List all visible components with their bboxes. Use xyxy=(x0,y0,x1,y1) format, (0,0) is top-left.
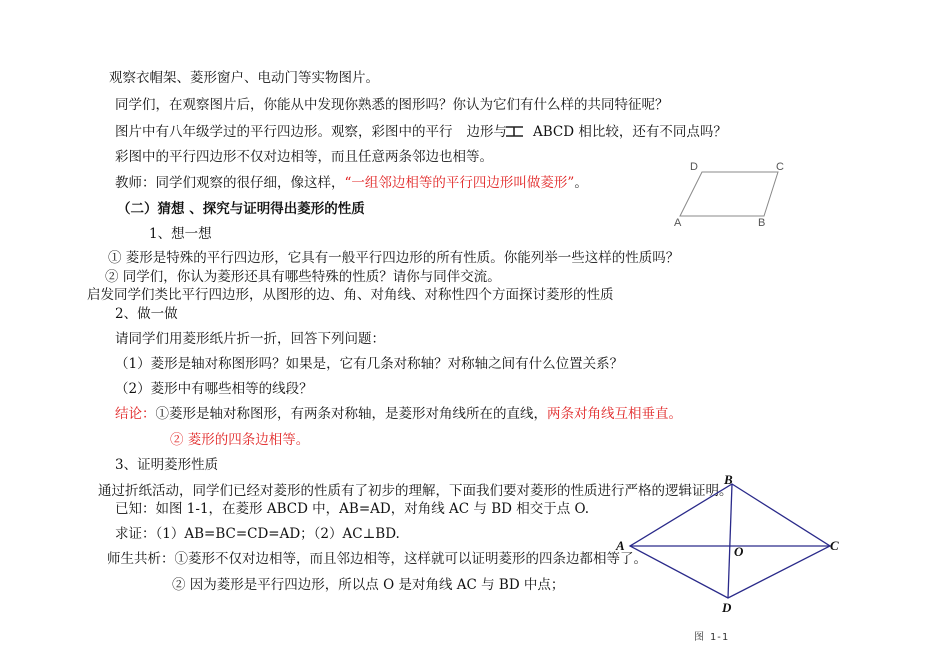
conclusion-text: ①菱形是轴对称图形，有两条对称轴，是菱形对角线所在的直线， xyxy=(155,406,547,422)
conclusion-perpendicular: 两条对角线互相垂直。 xyxy=(547,406,682,422)
vertex-label-b: B xyxy=(758,217,766,229)
conclusion-label: 结论： xyxy=(115,406,156,422)
line-think-1: ① 菱形是特殊的平行四边形，它具有一般平行四边形的所有性质。你能列举一些这样的性质吗？ xyxy=(108,250,680,266)
parallelogram-figure xyxy=(672,158,802,228)
line-question-features: 同学们，在观察图片后，你能从中发现你熟悉的图形吗？你认为它们有什么样的共同特征呢？ xyxy=(115,97,669,113)
line-question-1: （1）菱形是轴对称图形吗？如果是，它有几条对称轴？对称轴之间有什么位置关系？ xyxy=(115,356,624,372)
line-compare xyxy=(115,123,727,141)
section-heading: （二）猜想 、探究与证明得出菱形的性质 xyxy=(117,201,365,217)
vertex-label-c: C xyxy=(776,161,784,173)
line-analysis-1: 师生共析：①菱形不仅对边相等，而且邻边相等，这样就可以证明菱形的四条边都相等了。 xyxy=(107,551,647,567)
rhombus-definition: “一组邻边相等的平行四边形叫做菱形” xyxy=(344,175,575,191)
rhombus-label-c: C xyxy=(830,538,839,553)
subheading-think: 1、想一想 xyxy=(149,226,212,242)
line-compare-part3: ABCD 相比较，还有不同点吗？ xyxy=(533,124,727,140)
line-compare-part2: 边形与 xyxy=(466,124,507,140)
figure-caption: 图 1-1 xyxy=(694,632,729,643)
rhombus-figure xyxy=(612,472,852,642)
line-question-2: （2）菱形中有哪些相等的线段？ xyxy=(115,381,313,397)
line-compare-part1: 图片中有八年级学过的平行四边形。观察，彩图中的平行 xyxy=(115,124,453,140)
line-fold-paper: 请同学们用菱形纸片折一折，回答下列问题： xyxy=(115,331,385,347)
rhombus-label-d: D xyxy=(722,600,732,615)
rhombus-label-b: B xyxy=(724,472,733,487)
rhombus-label-a: A xyxy=(616,538,625,553)
line-analysis-2: ② 因为菱形是平行四边形，所以点 O 是对角线 AC 与 BD 中点； xyxy=(172,577,565,593)
line-prove: 求证：（1）AB=BC=CD=AD；（2）AC⊥BD. xyxy=(115,526,400,542)
diagonal-bd xyxy=(728,484,732,598)
line-four-sides: ② 菱形的四条边相等。 xyxy=(170,432,310,448)
line-definition xyxy=(115,174,588,192)
line-adjacent-equal: 彩图中的平行四边形不仅对边相等，而且任意两条邻边也相等。 xyxy=(115,149,493,165)
line-observe: 观察衣帽架、菱形窗户、电动门等实物图片。 xyxy=(109,70,379,86)
glyph-artifact xyxy=(503,124,527,138)
line-inspire: 启发同学们类比平行四边形，从图形的边、角、对角线、对称性四个方面探讨菱形的性质 xyxy=(87,287,614,303)
subheading-prove: 3、证明菱形性质 xyxy=(115,457,219,473)
period: 。 xyxy=(574,175,588,191)
vertex-label-a: A xyxy=(674,217,682,229)
line-given: 已知：如图 1-1，在菱形 ABCD 中，AB=AD，对角线 AC 与 BD 相交于点 O. xyxy=(115,501,590,517)
rhombus-label-o: O xyxy=(734,544,744,559)
parallelogram-shape xyxy=(680,172,778,216)
line-conclusion xyxy=(115,405,682,423)
vertex-label-d: D xyxy=(690,161,698,173)
line-logic-proof: 通过折纸活动，同学们已经对菱形的性质有了初步的理解，下面我们要对菱形的性质进行严格的逻辑证明。 xyxy=(98,483,733,499)
subheading-do: 2、做一做 xyxy=(115,306,178,322)
line-think-2: ② 同学们，你认为菱形还具有哪些特殊的性质？请你与同伴交流。 xyxy=(105,269,501,285)
teacher-text: 教师：同学们观察的很仔细，像这样， xyxy=(115,175,345,191)
